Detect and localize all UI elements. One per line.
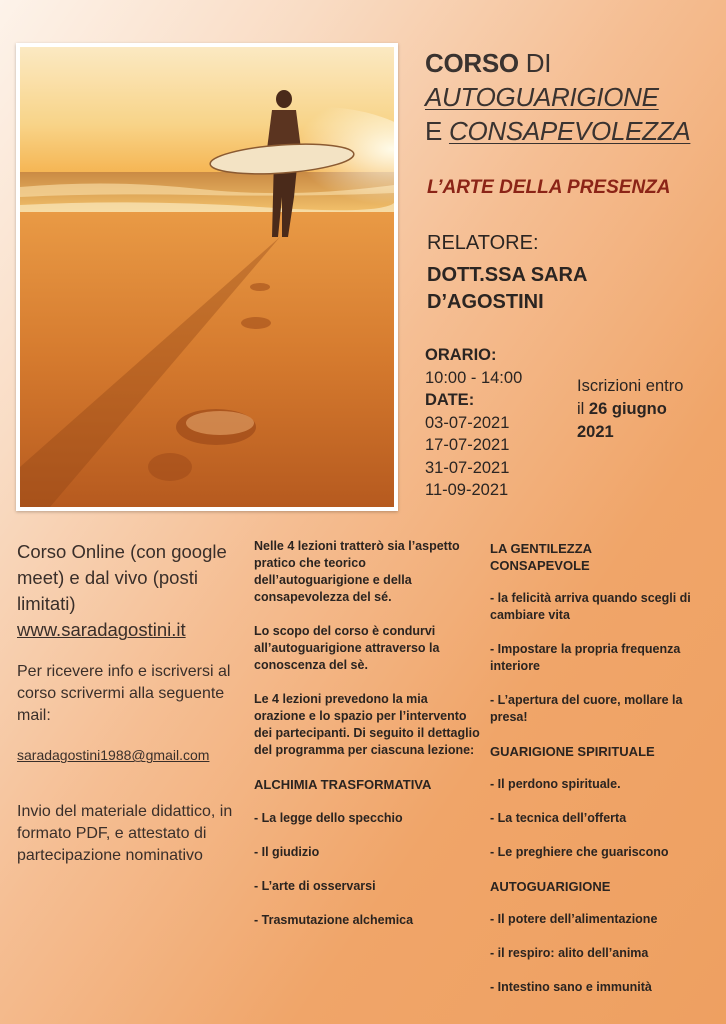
description-paragraph: Lo scopo del corso è condurvi all’autoguarigione attraverso la conoscenza del sè. — [254, 624, 440, 672]
online-note: Corso Online (con google meet) e dal vivo (posti limitati) — [17, 541, 227, 614]
surfer-beach-illustration — [20, 47, 394, 507]
title-line-1: CORSO DI — [425, 48, 552, 78]
list-item: - Il giudizio — [254, 845, 320, 859]
course-title — [425, 46, 690, 148]
course-subtitle: L’ARTE DELLA PRESENZA — [427, 177, 671, 198]
list-item: - Le preghiere che guariscono — [490, 845, 669, 859]
date-item: 03-07-2021 — [425, 413, 510, 432]
section-heading: AUTOGUARIGIONE — [490, 879, 611, 894]
materials-note: Invio del materiale didattico, in formato PDF, e attestato di partecipazione nominativo — [17, 803, 233, 864]
section-heading: LA GENTILEZZA CONSAPEVOLE — [490, 541, 593, 573]
description-paragraph: Nelle 4 lezioni tratterò sia l’aspetto pratico che teorico dell’autoguarigione e della consapevolezza del sé. — [254, 539, 460, 604]
list-item: - Il perdono spirituale. — [490, 777, 621, 791]
list-item: - L’apertura del cuore, mollare la presa! — [490, 693, 683, 724]
section-heading: GUARIGIONE SPIRITUALE — [490, 744, 655, 759]
email-link[interactable]: saradagostini1988@gmail.com — [17, 747, 210, 763]
list-item: - Impostare la propria frequenza interiore — [490, 642, 681, 673]
registration-deadline: Iscrizioni entro il 26 giugno 2021 — [577, 377, 684, 441]
program-column — [490, 540, 722, 1013]
contact-note: Per ricevere info e iscriversi al corso scrivermi alla seguente mail: — [17, 663, 231, 724]
section-heading: ALCHIMIA TRASFORMATIVA — [254, 777, 432, 792]
list-item: - La tecnica dell’offerta — [490, 811, 627, 825]
description-paragraph: Le 4 lezioni prevedono la mia orazione e lo spazio per l’intervento dei partecipanti. Di seguito il dettaglio del programma per ciascuna lezione: — [254, 692, 480, 757]
title-line-2: AUTOGUARIGIONE — [425, 82, 659, 112]
date-item: 17-07-2021 — [425, 436, 510, 454]
beach-photo — [16, 43, 398, 511]
list-item: - il respiro: alito dell’anima — [490, 946, 649, 960]
list-item: - L’arte di osservarsi — [254, 879, 376, 893]
list-item: - Intestino sano e immunità — [490, 980, 652, 994]
date-item: 31-07-2021 — [425, 458, 510, 477]
list-item: - Trasmutazione alchemica — [254, 913, 414, 927]
orario-label: ORARIO: — [425, 346, 497, 364]
orario-value: 10:00 - 14:00 — [425, 368, 523, 387]
speaker-name: DOTT.SSA SARA D’AGOSTINI — [427, 264, 588, 313]
list-item: - La legge dello specchio — [254, 811, 403, 825]
list-item: - la felicità arriva quando scegli di cambiare vita — [490, 591, 691, 622]
title-line-3: E CONSAPEVOLEZZA — [425, 116, 691, 146]
date-label: DATE: — [425, 391, 475, 409]
website-link[interactable]: www.saradagostini.it — [17, 619, 186, 640]
speaker-label: RELATORE: — [427, 232, 539, 254]
info-column — [17, 539, 242, 867]
schedule — [425, 344, 522, 502]
list-item: - Il potere dell’alimentazione — [490, 912, 658, 926]
date-item: 11-09-2021 — [425, 481, 509, 499]
description-column — [254, 538, 482, 946]
